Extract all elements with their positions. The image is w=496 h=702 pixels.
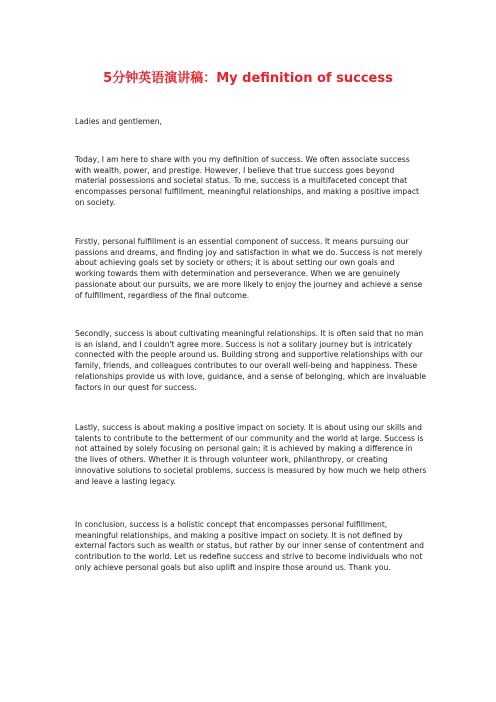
body-paragraph-personal-fulfillment: Firstly, personal fulfillment is an essential component of success. It means pursuing our passions and dreams, and finding joy and satisfaction in what we do. Success is not merely about achieving goals set by society or others; it is about setting our own goals and working towards them with determination and perseverance. When we are genuinely passionate about our pursuits, we are more likely to enjoy the journey and achieve a sense of fulfillment, regardless of the final outcome. xyxy=(75,237,423,300)
body-paragraph-relationships: Secondly, success is about cultivating meaningful relationships. It is often said that no man is an island, and I couldn't agree more. Success is not a solitary journey but is intricately connected with the people around us. Building strong and supportive relationships with our family, friends, and colleagues contributes to our overall well-being and happiness. These relationships provide us with love, guidance, and a sense of belonging, which are invaluable factors in our quest for success. xyxy=(75,329,427,392)
document-title: 5分钟英语演讲稿：My definition of success xyxy=(103,71,393,86)
body-paragraph-social-impact: Lastly, success is about making a positive impact on society. It is about using our skills and talents to contribute to the betterment of our community and the world at large. Success is not attained by solely focusing on personal gain; it is achieved by making a difference in the lives of others. Whether it is through volunteer work, philanthropy, or creating innovative solutions to societal problems, success is measured by how much we help others and leave a lasting legacy. xyxy=(75,423,427,486)
intro-paragraph: Today, I am here to share with you my definition of success. We often associate success with wealth, power, and prestige. However, I believe that true success goes beyond material possessions and societal status. To me, success is a multifaceted concept that encompasses personal fulfillment, meaningful relationships, and making a positive impact on society. xyxy=(75,155,420,207)
salutation-paragraph: Ladies and gentlemen, xyxy=(75,117,162,126)
conclusion-paragraph: In conclusion, success is a holistic concept that encompasses personal fulfillment, meaningful relationships, and making a positive impact on society. It is not defined by external factors such as wealth or status, but rather by our inner sense of contentment and contribution to the world. Let us redefine success and strive to become individuals who not only achieve personal goals but also uplift and inspire those around us. Thank you. xyxy=(75,520,424,572)
